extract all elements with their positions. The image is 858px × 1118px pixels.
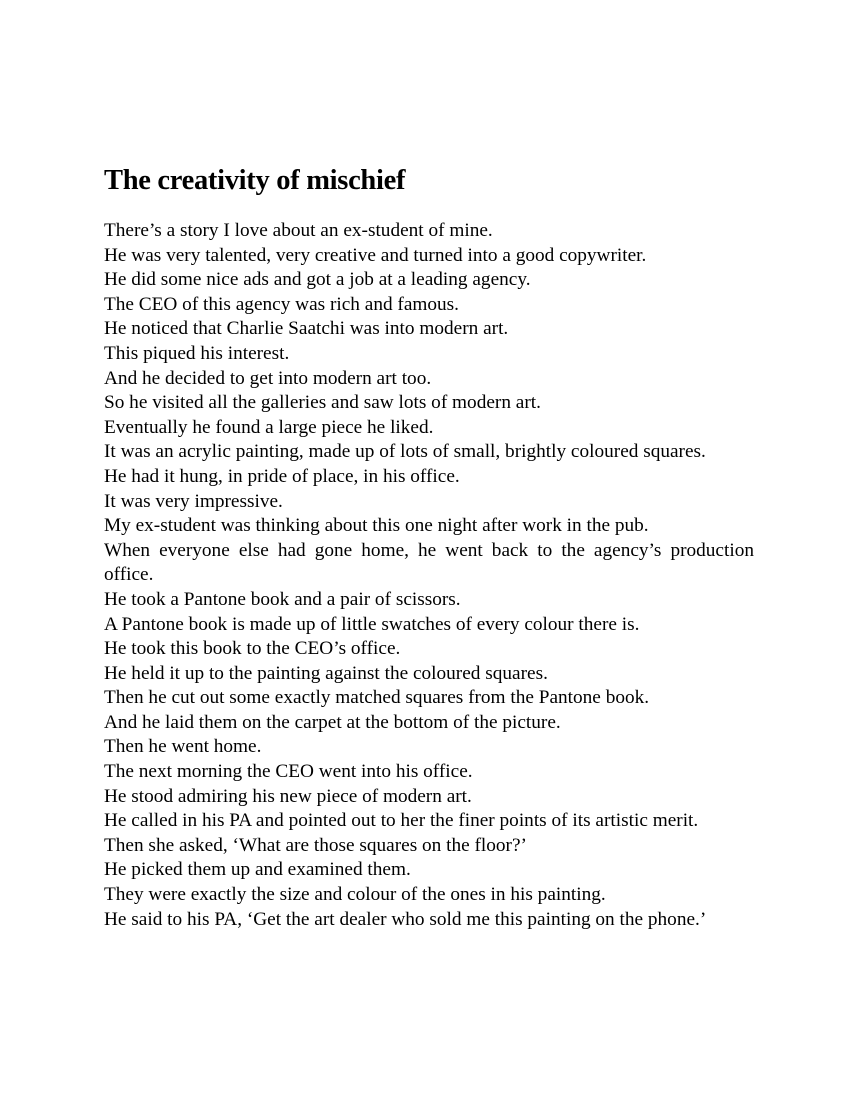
paragraph: The CEO of this agency was rich and famous. — [104, 293, 459, 315]
paragraph: They were exactly the size and colour of the ones in his painting. — [104, 884, 606, 906]
document-title: The creativity of mischief — [104, 165, 406, 196]
paragraph: He noticed that Charlie Saatchi was into modern art. — [104, 318, 509, 340]
paragraph: Eventually he found a large piece he liked. — [104, 416, 434, 438]
paragraph: He stood admiring his new piece of modern art. — [104, 785, 472, 807]
paragraph: He took a Pantone book and a pair of scissors. — [104, 588, 461, 610]
paragraph: The next morning the CEO went into his office. — [104, 761, 473, 783]
paragraph: He took this book to the CEO’s office. — [104, 638, 401, 660]
paragraph: He had it hung, in pride of place, in his office. — [104, 465, 460, 487]
paragraph: When everyone else had gone home, he went back to the agency’s production office. — [104, 539, 754, 586]
paragraph: There’s a story I love about an ex-student of mine. — [104, 220, 493, 241]
paragraph: He did some nice ads and got a job at a leading agency. — [104, 269, 531, 291]
paragraph: This piqued his interest. — [104, 342, 290, 364]
paragraph: He called in his PA and pointed out to her the finer points of its artistic merit. — [104, 810, 699, 832]
paragraph: He said to his PA, ‘Get the art dealer who sold me this painting on the phone.’ — [104, 908, 707, 930]
paragraph: He was very talented, very creative and turned into a good copywriter. — [104, 244, 647, 266]
paragraph: And he laid them on the carpet at the bottom of the picture. — [104, 711, 561, 733]
paragraph: It was an acrylic painting, made up of lots of small, brightly coloured squares. — [104, 441, 706, 463]
paragraph: So he visited all the galleries and saw lots of modern art. — [104, 392, 541, 414]
paragraph: He held it up to the painting against the coloured squares. — [104, 662, 548, 684]
paragraph: And he decided to get into modern art too. — [104, 367, 432, 389]
paragraph: Then he went home. — [104, 736, 262, 758]
paragraph: He picked them up and examined them. — [104, 859, 411, 881]
paragraph: A Pantone book is made up of little swatches of every colour there is. — [104, 613, 640, 635]
paragraph: Then she asked, ‘What are those squares on the floor?’ — [104, 834, 527, 856]
document-body — [104, 219, 754, 932]
document-page — [104, 163, 754, 932]
paragraph: Then he cut out some exactly matched squares from the Pantone book. — [104, 687, 650, 709]
paragraph: My ex-student was thinking about this one night after work in the pub. — [104, 515, 649, 537]
paragraph: It was very impressive. — [104, 490, 283, 512]
